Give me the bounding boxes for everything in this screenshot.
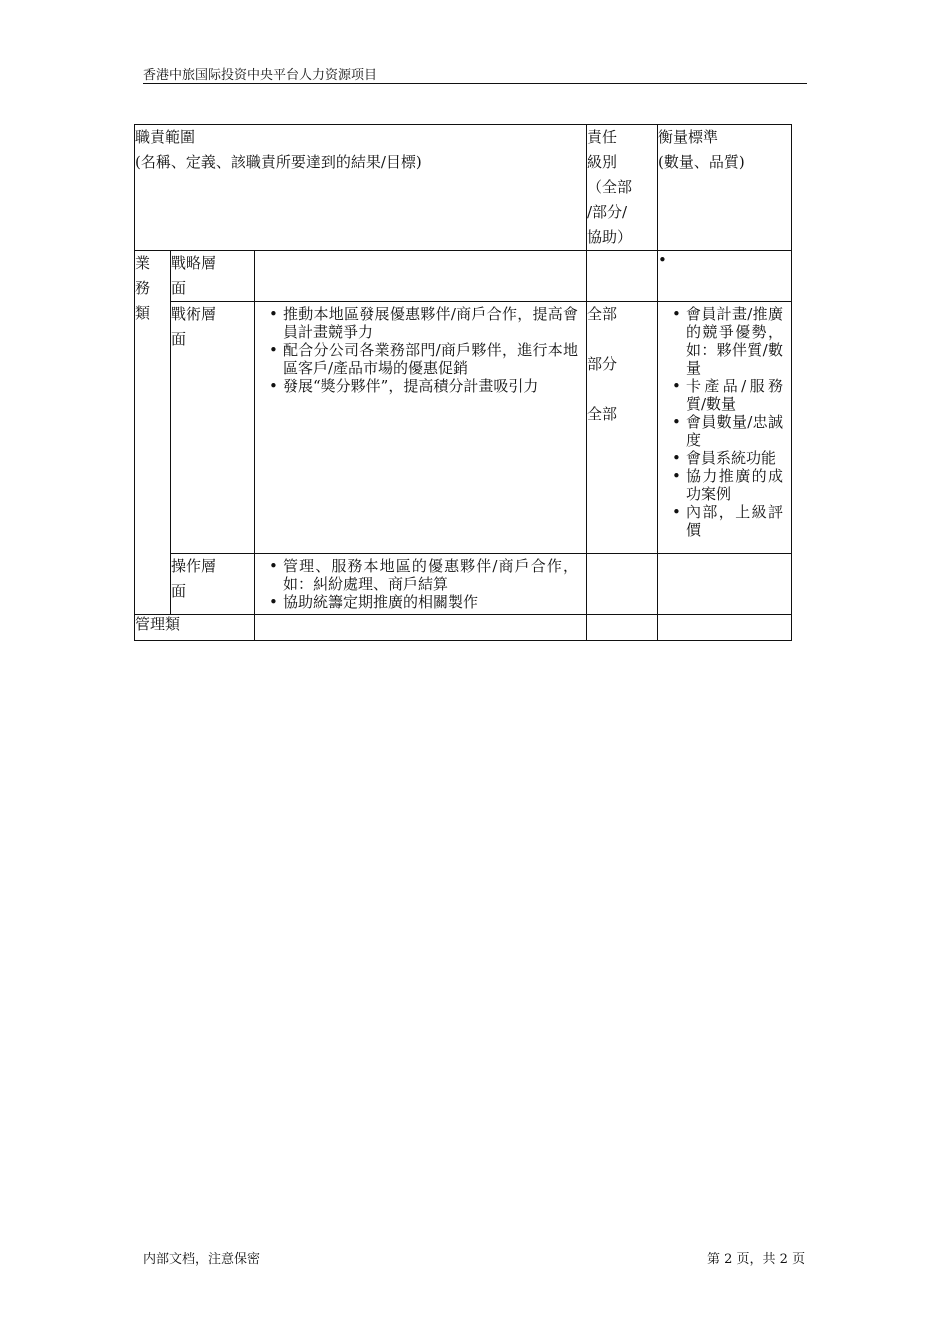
scope-subtitle: (名稱、定義、該職責所要達到的結果/目標) — [135, 153, 422, 171]
operational-duty-list — [255, 554, 586, 614]
management-row — [135, 615, 792, 641]
management-scope-cell — [255, 615, 587, 641]
list-item: • 內部，上級評價 — [672, 503, 783, 539]
measure-header-cell — [658, 125, 792, 251]
level-header-line: （全部 — [587, 178, 633, 196]
category-char: 務 — [135, 279, 151, 297]
tactical-level-value: 全部 — [587, 305, 618, 323]
level-header-line: 協助） — [587, 228, 633, 246]
strategic-measure-bullet: • — [658, 251, 667, 269]
management-level-cell — [587, 615, 658, 641]
list-item: • 推動本地區發展優惠夥伴/商戶合作，提高會員計畫競爭力 — [269, 305, 578, 341]
category-char: 業 — [135, 254, 151, 272]
table-header-row — [135, 125, 792, 251]
operational-scope-cell — [255, 554, 587, 615]
category-char: 類 — [135, 304, 151, 322]
footer-confidential: 内部文档，注意保密 — [143, 1252, 261, 1267]
tactical-level-value: 全部 — [587, 405, 618, 423]
list-item: • 會員計畫/推廣的競爭優勢，如：夥伴質/數量 — [672, 305, 783, 377]
management-label-cell — [135, 615, 255, 641]
level-header-cell — [587, 125, 658, 251]
measure-subtitle: (數量、品質) — [658, 153, 745, 171]
strategic-label-line: 面 — [171, 279, 187, 297]
duty-table — [134, 124, 792, 641]
scope-title: 職責範圍 — [135, 128, 196, 146]
list-item: • 配合分公司各業務部門/商戶夥伴，進行本地區客戶/產品市場的優惠促銷 — [269, 341, 578, 377]
operational-measure-cell — [658, 554, 792, 615]
list-item: • 發展“獎分夥伴”，提高積分計畫吸引力 — [269, 377, 578, 395]
tactical-row — [135, 302, 792, 554]
strategic-scope-cell — [255, 251, 587, 302]
tactical-label-line: 面 — [171, 330, 187, 348]
tactical-label-cell — [171, 302, 255, 554]
strategic-label-line: 戰略層 — [171, 254, 217, 272]
page-header-title: 香港中旅国际投资中央平台人力资源项目 — [143, 68, 378, 83]
header-rule — [143, 83, 807, 84]
operational-level-cell — [587, 554, 658, 615]
list-item: • 會員數量/忠誠度 — [672, 413, 783, 449]
list-item: • 卡產品/服務質/數量 — [672, 377, 783, 413]
tactical-scope-cell — [255, 302, 587, 554]
operational-label-line: 面 — [171, 582, 187, 600]
strategic-level-cell — [587, 251, 658, 302]
level-header-line: /部分/ — [587, 203, 628, 221]
footer-page-number: 第 2 页，共 2 页 — [707, 1252, 806, 1267]
strategic-row — [135, 251, 792, 302]
list-item: • 協力推廣的成功案例 — [672, 467, 783, 503]
tactical-duty-list — [255, 302, 586, 398]
level-header-line: 級別 — [587, 153, 618, 171]
tactical-measure-list — [658, 302, 791, 542]
strategic-label-cell — [171, 251, 255, 302]
measure-title: 衡量標準 — [658, 128, 719, 146]
operational-label-line: 操作層 — [171, 557, 217, 575]
level-header-line: 責任 — [587, 128, 618, 146]
management-measure-cell — [658, 615, 792, 641]
tactical-level-cell — [587, 302, 658, 554]
operational-row — [135, 554, 792, 615]
tactical-level-value: 部分 — [587, 355, 618, 373]
tactical-measure-cell — [658, 302, 792, 554]
scope-header-cell — [135, 125, 587, 251]
management-label: 管理類 — [135, 615, 181, 633]
tactical-label-line: 戰術層 — [171, 305, 217, 323]
operational-label-cell — [171, 554, 255, 615]
list-item: • 協助統籌定期推廣的相關製作 — [269, 593, 578, 611]
list-item: • 管理、服務本地區的優惠夥伴/商戶合作，如：糾紛處理、商戶結算 — [269, 557, 578, 593]
business-category-cell — [135, 251, 171, 615]
list-item: • 會員系統功能 — [672, 449, 783, 467]
strategic-measure-cell — [658, 251, 792, 302]
